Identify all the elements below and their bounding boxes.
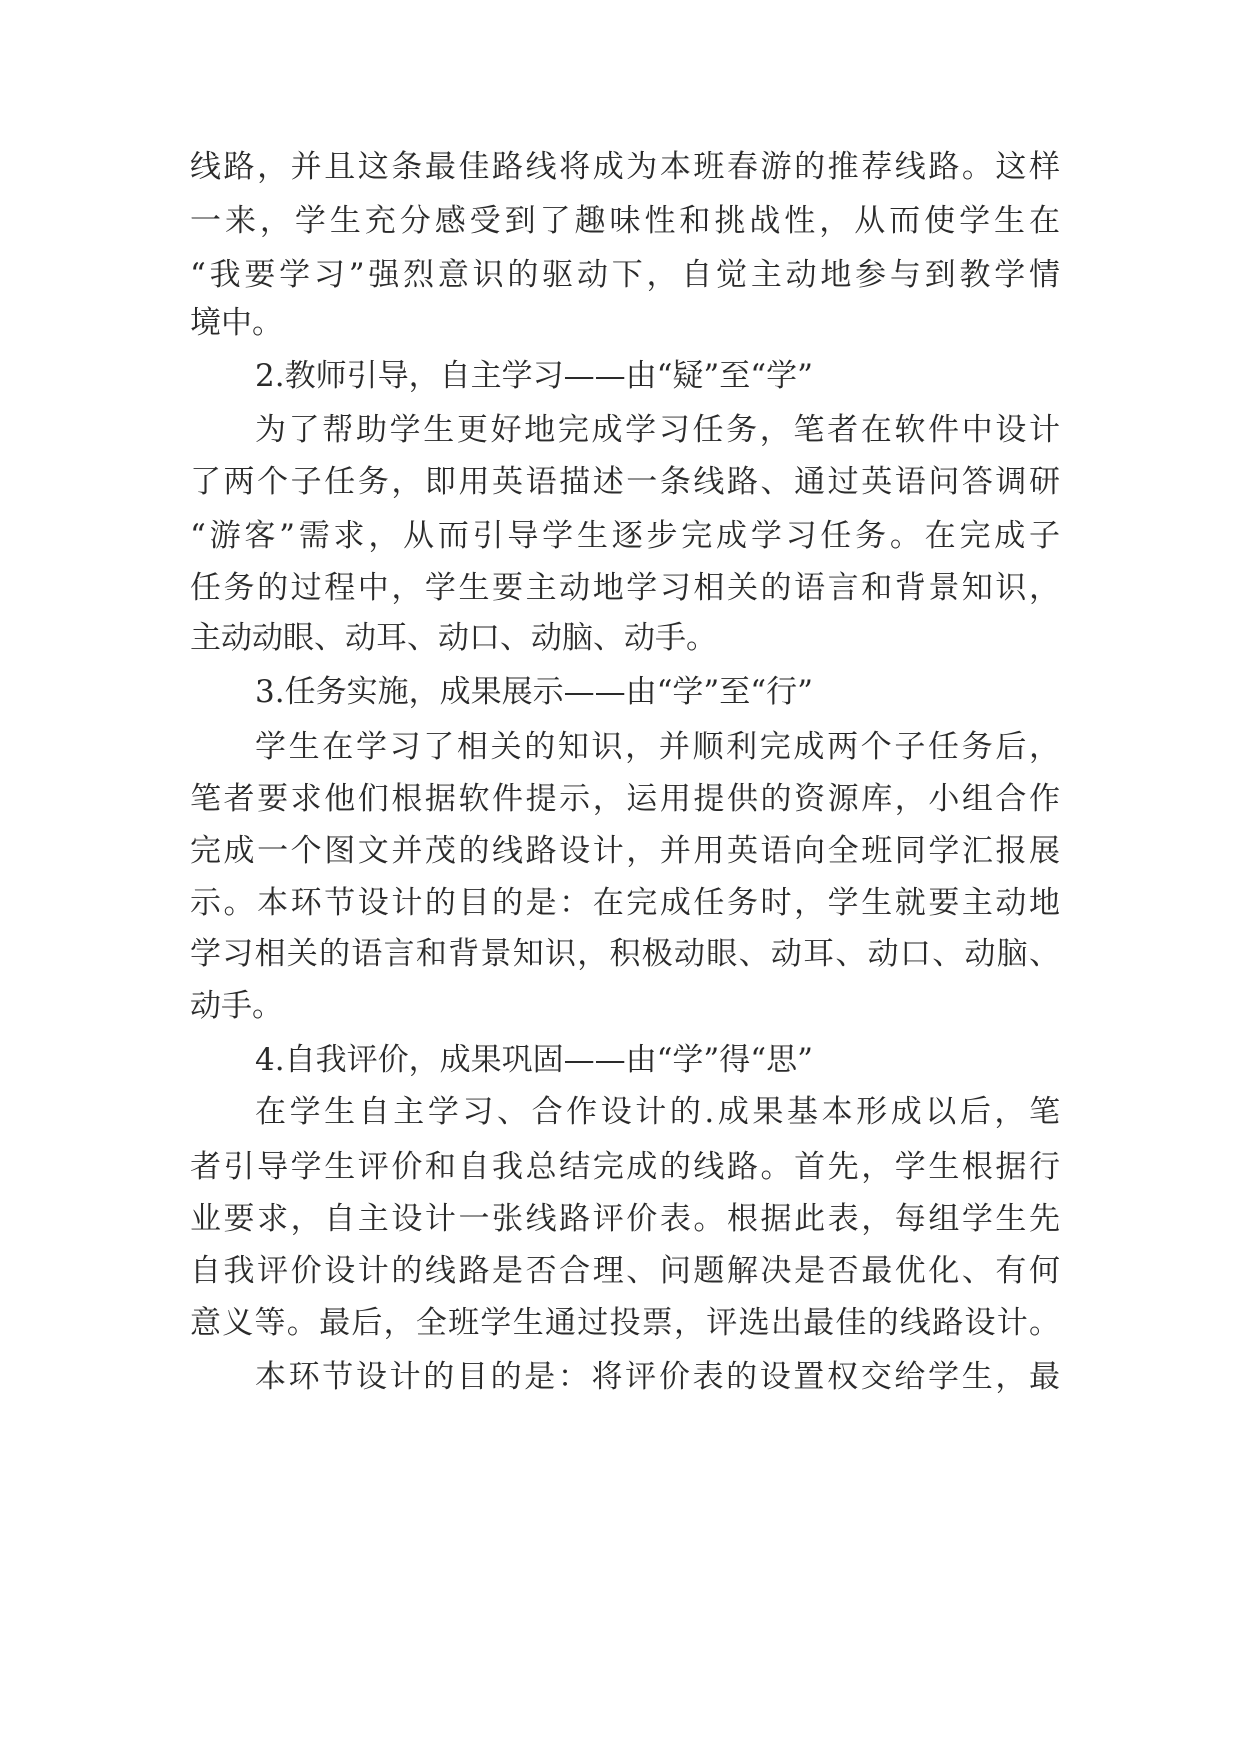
paragraph-line: 笔者要求他们根据软件提示，运用提供的资源库，小组合作 [190,781,1060,817]
section-heading: 4.自我评价，成果巩固——由“学”得“思” [255,1042,813,1078]
paragraph-line: 者引导学生评价和自我总结完成的线路。首先，学生根据行 [190,1149,1060,1185]
section-heading: 3.任务实施，成果展示——由“学”至“行” [255,674,813,710]
paragraph-line: 动手。 [190,988,283,1024]
paragraph-line: 在学生自主学习、合作设计的.成果基本形成以后，笔 [255,1094,1060,1130]
paragraph-line: 了两个子任务，即用英语描述一条线路、通过英语问答调研 [190,464,1060,500]
paragraph-line: 示。本环节设计的目的是：在完成任务时，学生就要主动地 [190,885,1060,921]
paragraph-line: 为了帮助学生更好地完成学习任务，笔者在软件中设计 [255,412,1060,448]
paragraph-line: “游客”需求，从而引导学生逐步完成学习任务。在完成子 [190,518,1060,554]
paragraph-line: 境中。 [190,305,283,341]
paragraph-line: 学习相关的语言和背景知识，积极动眼、动耳、动口、动脑、 [190,936,1060,972]
paragraph-line: 学生在学习了相关的知识，并顺利完成两个子任务后， [255,729,1060,765]
paragraph-line: 线路，并且这条最佳路线将成为本班春游的推荐线路。这样 [190,149,1060,185]
paragraph-line: 自我评价设计的线路是否合理、问题解决是否最优化、有何 [190,1253,1060,1289]
paragraph-line: 一来，学生充分感受到了趣味性和挑战性，从而使学生在 [190,203,1060,239]
paragraph-line: 任务的过程中，学生要主动地学习相关的语言和背景知识， [190,570,1060,606]
paragraph-line: 意义等。最后，全班学生通过投票，评选出最佳的线路设计。 [190,1305,1060,1341]
paragraph-line: 完成一个图文并茂的线路设计，并用英语向全班同学汇报展 [190,833,1060,869]
section-heading: 2.教师引导，自主学习——由“疑”至“学” [255,358,813,394]
paragraph-line: 本环节设计的目的是：将评价表的设置权交给学生，最 [255,1359,1060,1395]
paragraph-line: “我要学习”强烈意识的驱动下，自觉主动地参与到教学情 [190,257,1060,293]
paragraph-line: 业要求，自主设计一张线路评价表。根据此表，每组学生先 [190,1201,1060,1237]
paragraph-line: 主动动眼、动耳、动口、动脑、动手。 [190,620,717,656]
